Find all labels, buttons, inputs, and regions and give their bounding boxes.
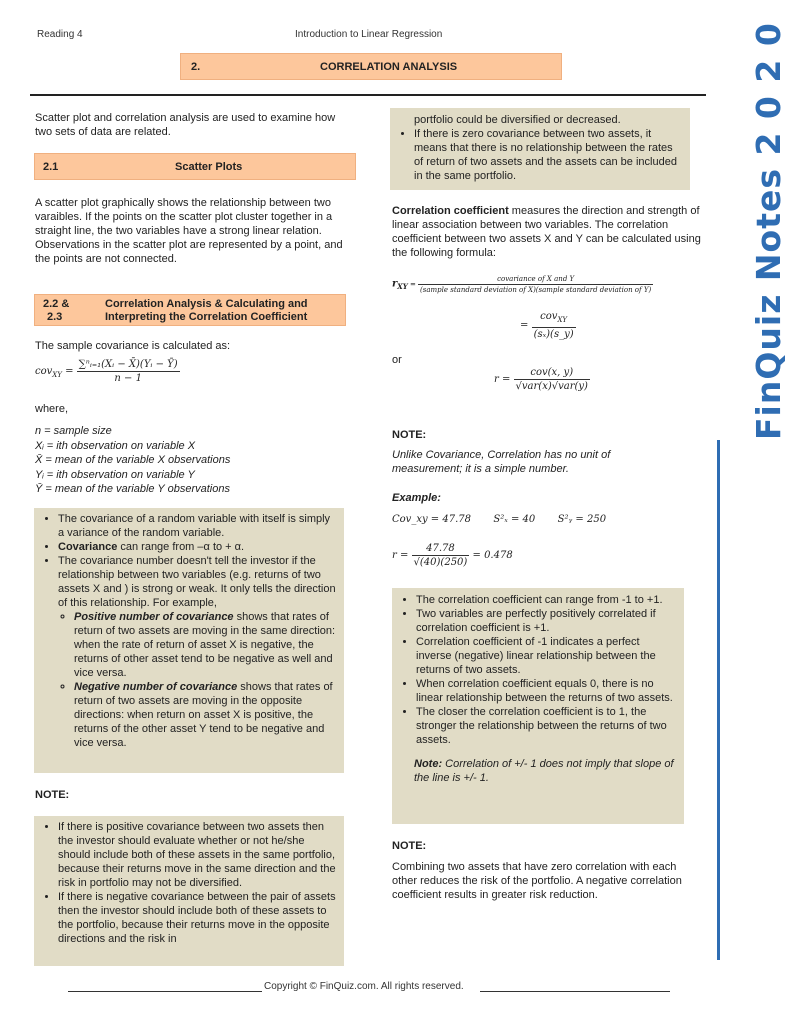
bullet-item xyxy=(58,554,336,750)
subsection-number: 2.1 xyxy=(43,161,59,173)
section-banner xyxy=(180,53,562,80)
formula-fraction xyxy=(532,310,576,341)
formula-numerator: covariance of X and Y xyxy=(418,274,653,285)
formula-numerator xyxy=(532,310,576,328)
example-correlation xyxy=(392,542,513,569)
bullet-item xyxy=(58,540,336,554)
covariance-formula: cov$_{XY}$ = $\frac{\text{∑ⁿᵢ₌₁(Xᵢ − X̄)(Yᵢ − Ȳ)}}{n - 1}$ xyxy=(35,359,178,384)
scatter-plot-text: A scatter plot graphically shows the relationship between two varaibles. If the points on the scatter plot cluster together in a straight line, the two variables have a strong linear relation. Observations in the scatter plot are represented by a point, and the points are not connected. xyxy=(35,197,343,265)
header-rule xyxy=(30,94,706,96)
bullet-text: can range from –α to + α. xyxy=(117,541,245,553)
covariance-notes-box xyxy=(34,508,344,773)
footer-rule-right xyxy=(480,991,670,992)
bullet-item: • If there is positive covariance between two assets then the investor should evaluate whether or not he/she should include both of these assets in the same portfolio, because their returns move in the same direction and the risk in portfolio may not be diversified. xyxy=(58,820,336,890)
correlation-formula-1: $r_{XY}$ = covariance of X and Y (sample standard deviation of X)(sample standard deviation of Y) xyxy=(392,275,652,294)
formula-fraction xyxy=(412,542,470,569)
document-title: Introduction to Linear Regression xyxy=(295,29,443,40)
subsection-2-1-banner xyxy=(34,153,356,180)
formula-lhs: r = xyxy=(392,550,409,561)
covariance-continued-box xyxy=(390,108,690,190)
footer-copyright: Copyright © FinQuiz.com. All rights reserved. xyxy=(264,981,464,992)
bold-term: Correlation coefficient xyxy=(392,205,509,217)
footer-rule-left xyxy=(68,991,262,992)
formula-result: = 0.478 xyxy=(472,550,513,561)
brand-logo: FinQuiz Notes 2 0 2 0 xyxy=(749,22,788,440)
section-title: CORRELATION ANALYSIS xyxy=(320,61,458,73)
sub-bullet-item xyxy=(74,680,336,750)
reading-label: Reading 4 xyxy=(37,29,83,40)
definition-text: measures the direction and strength of linear association between two variables. The correlation coefficient between two assets X and Y can be calculated using the following formula: xyxy=(392,205,701,259)
bold-term: Note: xyxy=(414,758,443,770)
definition-item: Xᵢ = ith observation on variable X xyxy=(35,439,196,452)
numerator-sub: XY xyxy=(557,316,568,324)
definition-item: Yᵢ = ith observation on variable Y xyxy=(35,468,195,481)
sub-bullet-item xyxy=(74,610,336,680)
bullet-item: • The closer the correlation coefficient is to 1, the stronger the relationship between the returns of two assets. xyxy=(416,705,676,747)
numerator-text: cov xyxy=(540,311,558,322)
formula-denominator: n − 1 xyxy=(114,373,142,384)
subsection-number-2: 2.3 xyxy=(47,311,63,323)
formula-denominator: √var(x)√var(y) xyxy=(515,381,588,392)
covariance-intro: The sample covariance is calculated as: xyxy=(35,340,231,352)
note-text: Combining two assets that have zero correlation with each other reduces the risk of the portfolio. A negative correlation coefficient results in greater risk reduction. xyxy=(392,861,682,901)
formula-numerator: cov(x, y) xyxy=(514,366,590,380)
bold-term: Positive number of covariance xyxy=(74,611,234,623)
example-value: S²ₓ = 40 xyxy=(493,514,536,525)
subsection-2-2-banner xyxy=(34,294,346,326)
example-value: S²ᵧ = 250 xyxy=(557,514,607,525)
correlation-notes-box xyxy=(392,588,684,824)
bullet-text: The covariance number doesn't tell the investor if the relationship between two variables (e.g. returns of two assets X and ) is strong or weak. It only tells the direction of this relationship. For example, xyxy=(58,555,336,609)
formula-lhs: cov xyxy=(35,366,53,377)
sub-bullet-text: shows that rates of return of two assets are moving in the same direction: when the rate of return of asset X is negative, the returns of other asset tend to be negative as well and vice versa. xyxy=(74,611,336,679)
formula-denominator: (sₓ)(s_y) xyxy=(533,329,574,340)
brand-line xyxy=(717,440,720,960)
formula-lhs-sub: XY xyxy=(52,371,62,379)
bold-term: Negative number of covariance xyxy=(74,681,238,693)
example-value: Cov_xy = 47.78 xyxy=(392,514,471,525)
bullet-item: • If there is negative covariance between the pair of assets then the investor should include both of these assets to the portfolio, because their returns move in the opposite directions and the risk in xyxy=(58,890,336,946)
formula-denominator: (sample standard deviation of X)(sample standard deviation of Y) xyxy=(420,286,652,294)
formula-lhs: r xyxy=(392,278,398,290)
formula-fraction xyxy=(514,366,590,393)
definition-item: X̄ = mean of the variable X observations xyxy=(35,454,231,466)
formula-fraction xyxy=(77,358,180,385)
definition-item: n = sample size xyxy=(35,425,112,437)
where-label: where, xyxy=(35,403,69,415)
subsection-number: 2.2 & xyxy=(43,298,70,310)
variable-definitions xyxy=(35,424,230,497)
note-label: NOTE: xyxy=(392,840,427,852)
bold-term: Covariance xyxy=(58,541,118,553)
formula-fraction xyxy=(418,274,653,295)
formula-numerator: 47.78 xyxy=(412,542,470,556)
formula-denominator: √(40)(250) xyxy=(413,557,468,568)
correlation-formula-3 xyxy=(494,366,590,393)
bullet-item: • Correlation coefficient of -1 indicates a perfect inverse (negative) linear relationship between the returns of two assets. xyxy=(416,635,676,677)
bullet-item: • Two variables are perfectly positively correlated if correlation coefficient is +1. xyxy=(416,607,676,635)
definition-item: Ȳ = mean of the variable Y observations xyxy=(35,483,230,495)
note-text: Unlike Covariance, Correlation has no unit of measurement; it is a simple number. xyxy=(392,449,611,475)
section-number: 2. xyxy=(191,61,201,73)
bullet-item: • When correlation coefficient equals 0, there is no linear relationship between the returns of two assets. xyxy=(416,677,676,705)
formula-numerator: ∑ⁿᵢ₌₁(Xᵢ − X̄)(Yᵢ − Ȳ) xyxy=(78,359,178,370)
note-label: NOTE: xyxy=(392,429,427,441)
subsection-title: Scatter Plots xyxy=(175,161,243,173)
or-label: or xyxy=(392,354,402,366)
box-note-text: Correlation of +/- 1 does not imply that slope of the line is +/- 1. xyxy=(414,758,674,784)
formula-lhs: r = xyxy=(494,374,511,385)
example-values xyxy=(392,513,606,527)
intro-text: Scatter plot and correlation analysis are used to examine how two sets of data are related. xyxy=(35,112,336,138)
example-label: Example: xyxy=(392,492,441,504)
correlation-definition xyxy=(392,204,704,260)
bullet-item: • If there is zero covariance between two assets, it means that there is no relationship between the rates of return of two assets and the assets can be included in the same portfolio. xyxy=(414,127,682,183)
brand-sidebar xyxy=(712,22,788,440)
continued-text: portfolio could be diversified or decreased. xyxy=(414,114,621,126)
bullet-item: • The correlation coefficient can range from -1 to +1. xyxy=(416,593,676,607)
subsection-title: Correlation Analysis & Calculating and xyxy=(105,298,308,310)
box-note xyxy=(402,757,676,785)
subsection-title-2: Interpreting the Correlation Coefficient xyxy=(105,311,308,323)
correlation-formula-2: = $\frac{cov_{XY}}{\text{(sₓ)(s\_y)}}$ xyxy=(520,311,574,340)
sub-bullet-text: shows that rates of return of two assets are moving in the opposite directions: when return on asset X is positive, the returns of the other asset Y tend to be negative and vice versa. xyxy=(74,681,333,749)
bullet-item: • The covariance of a random variable with itself is simply a variance of the random variable. xyxy=(58,512,336,540)
covariance-investor-box xyxy=(34,816,344,966)
note-label: NOTE: xyxy=(35,789,70,801)
formula-lhs-sub: XY xyxy=(397,281,408,291)
